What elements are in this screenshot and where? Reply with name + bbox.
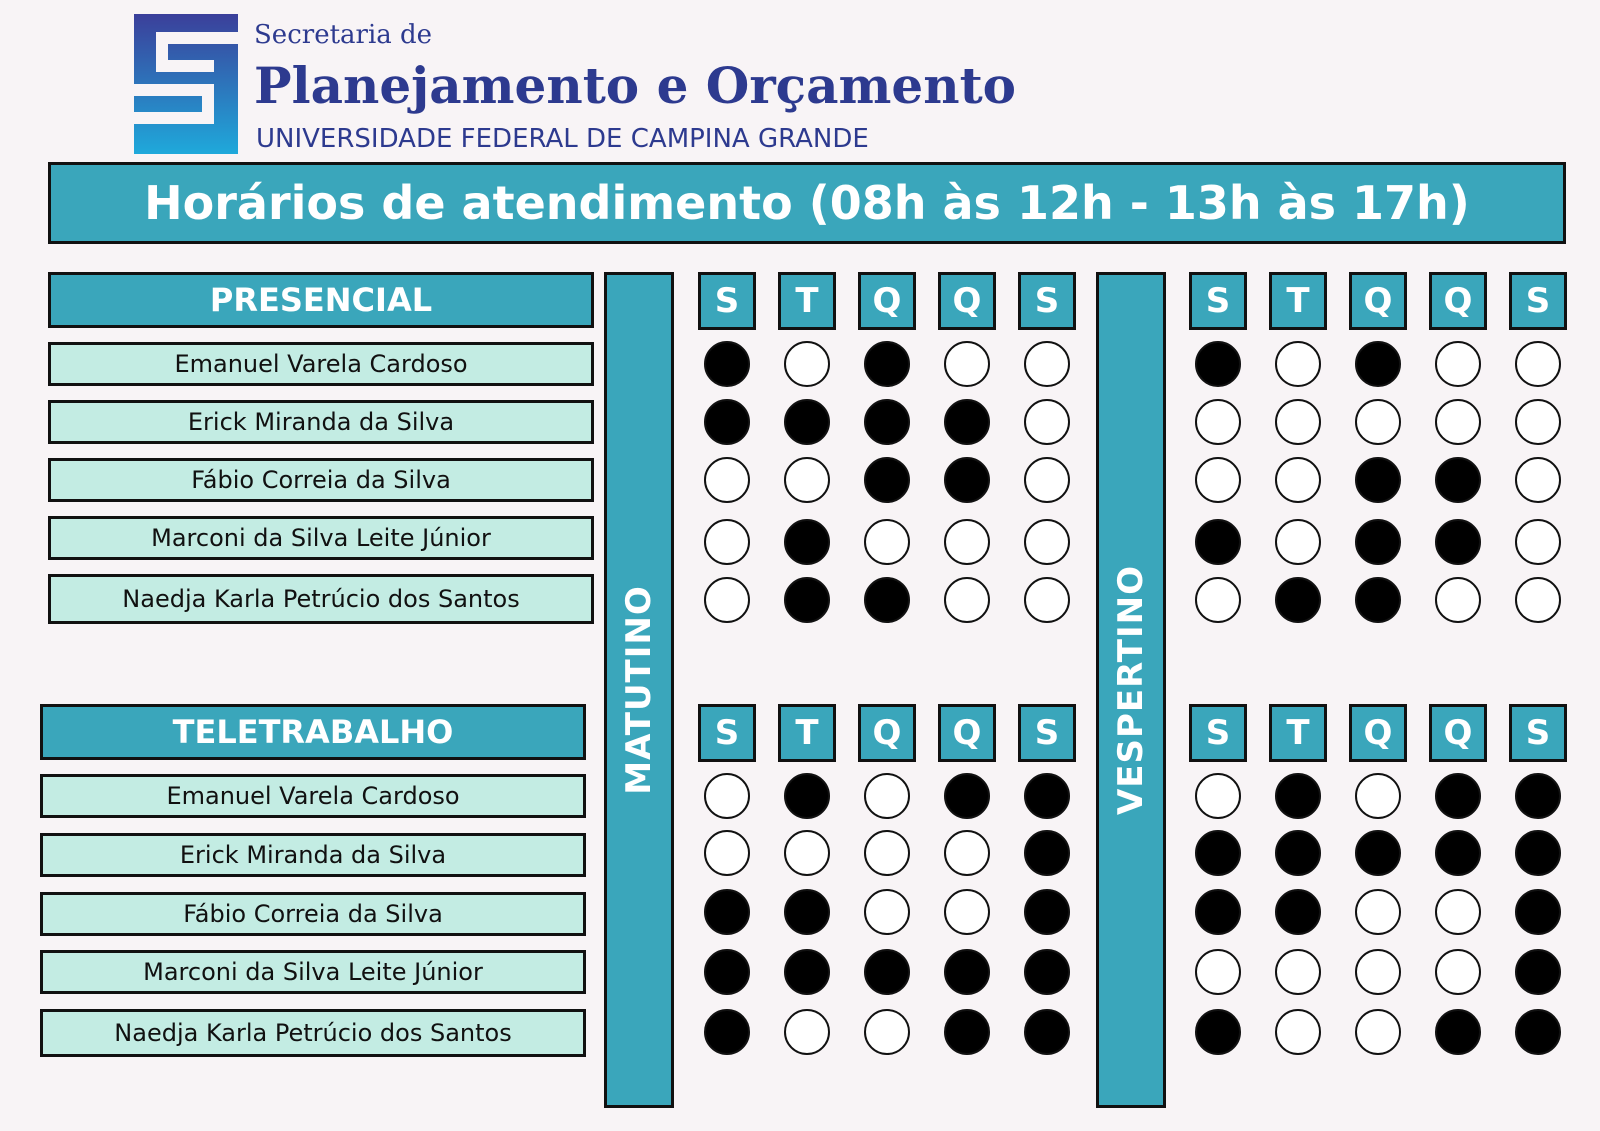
availability-dot-empty — [784, 341, 830, 387]
availability-dot-filled — [704, 889, 750, 935]
availability-dot-filled — [1195, 341, 1241, 387]
availability-dot-filled — [1275, 889, 1321, 935]
availability-dot-filled — [864, 341, 910, 387]
availability-dot-empty — [1195, 773, 1241, 819]
availability-dot-filled — [864, 399, 910, 445]
day-header-afternoon: Q — [1429, 704, 1487, 762]
morning-bar — [604, 272, 674, 1108]
availability-dot-filled — [784, 399, 830, 445]
availability-dot-filled — [784, 577, 830, 623]
day-header-afternoon: T — [1269, 272, 1327, 330]
day-header-afternoon: Q — [1349, 272, 1407, 330]
day-header-afternoon: S — [1509, 272, 1567, 330]
availability-dot-empty — [944, 341, 990, 387]
availability-dot-filled — [1355, 830, 1401, 876]
name-row: Erick Miranda da Silva — [48, 400, 594, 444]
availability-dot-filled — [1195, 889, 1241, 935]
availability-dot-filled — [944, 399, 990, 445]
availability-dot-empty — [1355, 399, 1401, 445]
availability-dot-filled — [1355, 519, 1401, 565]
day-header-morning: Q — [938, 704, 996, 762]
day-header-afternoon: S — [1509, 704, 1567, 762]
availability-dot-filled — [1435, 830, 1481, 876]
availability-dot-empty — [1515, 457, 1561, 503]
availability-dot-empty — [784, 1009, 830, 1055]
availability-dot-empty — [1275, 1009, 1321, 1055]
name-row: Emanuel Varela Cardoso — [48, 342, 594, 386]
schedule-banner: Horários de atendimento (08h às 12h - 13h às 17h) — [48, 162, 1566, 244]
availability-dot-filled — [1275, 830, 1321, 876]
availability-dot-empty — [1435, 399, 1481, 445]
availability-dot-empty — [1355, 949, 1401, 995]
availability-dot-empty — [784, 457, 830, 503]
availability-dot-empty — [944, 577, 990, 623]
availability-dot-filled — [944, 949, 990, 995]
availability-dot-empty — [1355, 1009, 1401, 1055]
availability-dot-empty — [1515, 399, 1561, 445]
availability-dot-empty — [944, 889, 990, 935]
day-header-morning: T — [778, 272, 836, 330]
name-row: Marconi da Silva Leite Júnior — [48, 516, 594, 560]
availability-dot-empty — [1275, 399, 1321, 445]
availability-dot-filled — [1024, 830, 1070, 876]
day-header-morning: S — [698, 272, 756, 330]
availability-dot-empty — [1024, 519, 1070, 565]
name-row: Erick Miranda da Silva — [40, 833, 586, 877]
availability-dot-empty — [1435, 949, 1481, 995]
availability-dot-filled — [1024, 889, 1070, 935]
section-title-teletrabalho: TELETRABALHO — [40, 704, 586, 760]
availability-dot-filled — [1515, 949, 1561, 995]
availability-dot-filled — [1355, 457, 1401, 503]
availability-dot-empty — [1275, 519, 1321, 565]
availability-dot-filled — [1515, 830, 1561, 876]
logo-line-secretaria: Secretaria de — [254, 20, 433, 50]
section-title-presencial: PRESENCIAL — [48, 272, 594, 328]
afternoon-bar — [1096, 272, 1166, 1108]
availability-dot-empty — [944, 519, 990, 565]
availability-dot-empty — [1195, 399, 1241, 445]
day-header-afternoon: S — [1189, 704, 1247, 762]
availability-dot-filled — [784, 773, 830, 819]
availability-dot-empty — [1024, 341, 1070, 387]
availability-dot-filled — [1435, 457, 1481, 503]
availability-dot-empty — [864, 1009, 910, 1055]
availability-dot-filled — [1435, 519, 1481, 565]
availability-dot-filled — [1195, 519, 1241, 565]
morning-label: MATUTINO — [619, 585, 659, 795]
availability-dot-empty — [1435, 577, 1481, 623]
availability-dot-empty — [864, 519, 910, 565]
logo-line-planejamento: Planejamento e Orçamento — [254, 56, 1017, 115]
availability-dot-filled — [1515, 773, 1561, 819]
availability-dot-empty — [1275, 949, 1321, 995]
availability-dot-filled — [704, 341, 750, 387]
availability-dot-empty — [1435, 889, 1481, 935]
availability-dot-empty — [1515, 577, 1561, 623]
availability-dot-empty — [704, 519, 750, 565]
availability-dot-filled — [1515, 1009, 1561, 1055]
name-row: Emanuel Varela Cardoso — [40, 774, 586, 818]
availability-dot-filled — [1195, 830, 1241, 876]
availability-dot-filled — [1435, 1009, 1481, 1055]
availability-dot-empty — [1515, 341, 1561, 387]
availability-dot-empty — [1275, 457, 1321, 503]
availability-dot-filled — [1195, 1009, 1241, 1055]
name-row: Fábio Correia da Silva — [40, 892, 586, 936]
day-header-afternoon: T — [1269, 704, 1327, 762]
availability-dot-filled — [1024, 949, 1070, 995]
availability-dot-empty — [944, 830, 990, 876]
day-header-morning: Q — [938, 272, 996, 330]
name-row: Marconi da Silva Leite Júnior — [40, 950, 586, 994]
availability-dot-filled — [1515, 889, 1561, 935]
name-row: Naedja Karla Petrúcio dos Santos — [48, 574, 594, 624]
availability-dot-filled — [704, 949, 750, 995]
name-row: Fábio Correia da Silva — [48, 458, 594, 502]
availability-dot-filled — [784, 519, 830, 565]
day-header-morning: Q — [858, 704, 916, 762]
day-header-morning: T — [778, 704, 836, 762]
logo-line-universidade: UNIVERSIDADE FEDERAL DE CAMPINA GRANDE — [256, 124, 869, 154]
availability-dot-filled — [864, 457, 910, 503]
availability-dot-empty — [704, 830, 750, 876]
availability-dot-filled — [1024, 773, 1070, 819]
availability-dot-empty — [1435, 341, 1481, 387]
availability-dot-empty — [1195, 577, 1241, 623]
availability-dot-filled — [704, 1009, 750, 1055]
availability-dot-empty — [864, 889, 910, 935]
availability-dot-empty — [784, 830, 830, 876]
availability-dot-empty — [864, 773, 910, 819]
logo-icon — [134, 14, 238, 154]
day-header-morning: S — [1018, 272, 1076, 330]
availability-dot-filled — [1355, 577, 1401, 623]
availability-dot-empty — [1024, 399, 1070, 445]
availability-dot-filled — [784, 949, 830, 995]
availability-dot-filled — [864, 577, 910, 623]
afternoon-label: VESPERTINO — [1111, 564, 1151, 816]
availability-dot-filled — [1355, 341, 1401, 387]
availability-dot-empty — [704, 577, 750, 623]
availability-dot-empty — [1355, 889, 1401, 935]
availability-dot-filled — [944, 773, 990, 819]
day-header-morning: Q — [858, 272, 916, 330]
availability-dot-empty — [704, 457, 750, 503]
availability-dot-filled — [1024, 1009, 1070, 1055]
availability-dot-empty — [1024, 577, 1070, 623]
day-header-afternoon: S — [1189, 272, 1247, 330]
availability-dot-filled — [864, 949, 910, 995]
name-row: Naedja Karla Petrúcio dos Santos — [40, 1009, 586, 1057]
availability-dot-filled — [944, 457, 990, 503]
day-header-morning: S — [698, 704, 756, 762]
availability-dot-empty — [1515, 519, 1561, 565]
availability-dot-filled — [1275, 773, 1321, 819]
availability-dot-empty — [1355, 773, 1401, 819]
availability-dot-filled — [944, 1009, 990, 1055]
availability-dot-empty — [1024, 457, 1070, 503]
availability-dot-empty — [704, 773, 750, 819]
day-header-afternoon: Q — [1429, 272, 1487, 330]
availability-dot-empty — [1275, 341, 1321, 387]
availability-dot-empty — [864, 830, 910, 876]
availability-dot-filled — [1275, 577, 1321, 623]
availability-dot-empty — [1195, 949, 1241, 995]
availability-dot-filled — [1435, 773, 1481, 819]
availability-dot-filled — [784, 889, 830, 935]
day-header-morning: S — [1018, 704, 1076, 762]
day-header-afternoon: Q — [1349, 704, 1407, 762]
availability-dot-filled — [704, 399, 750, 445]
availability-dot-empty — [1195, 457, 1241, 503]
